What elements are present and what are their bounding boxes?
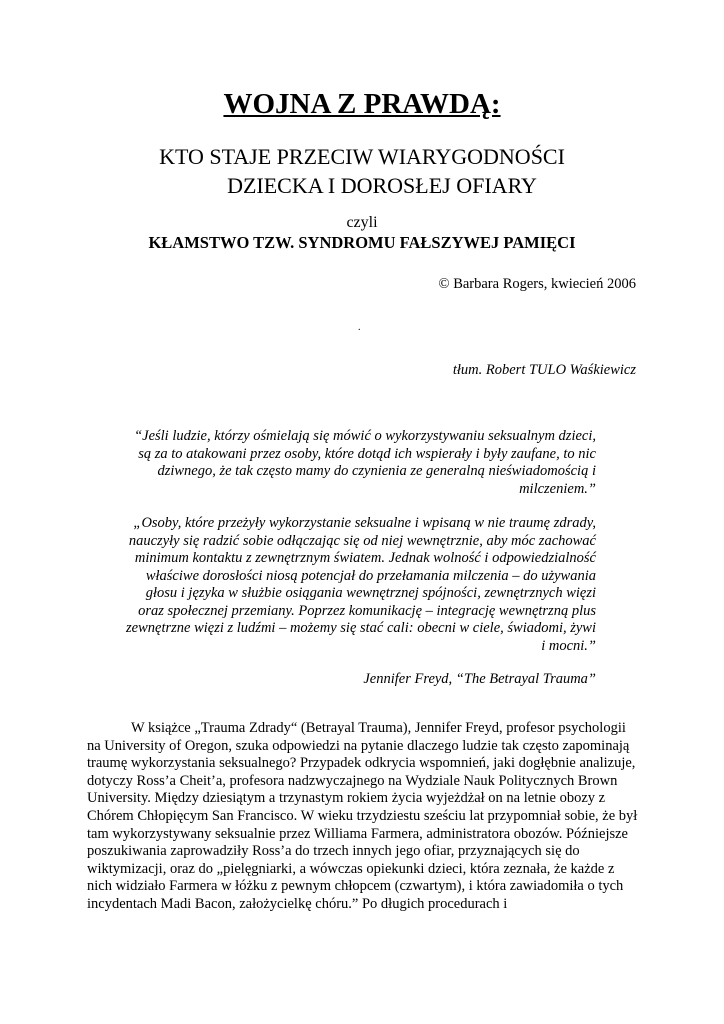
- subtitle-line-1: KTO STAJE PRZECIW WIARYGODNOŚCI: [159, 144, 565, 169]
- body-paragraph: W książce „Trauma Zdrady“ (Betrayal Trauma), Jennifer Freyd, profesor psychologii na University of Oregon, szuka odpowiedzi na pytanie dlaczego ludzie tak często zapominają traumę wykorzystania seksualnego? Przypadek odkrycia wspomnień, jaki dogłębnie analizuje, dotyczy Ross’a Cheit’a, profesora nadzwyczajnego na Wydziale Nauk Politycznych Brown University. Między dziesiątym a trzynastym rokiem życia wyjeżdżał on na letnie obozy z Chórem Chłopięcym San Francisco. W wieku trzydziestu sześciu lat przypomniał sobie, że był tam wykorzystywany seksualnie przez Williama Farmera, administratora obozów. Późniejsze poszukiwania zaprowadziły Ross’a do trzech innych jego ofiar, przyznających się do wiktymizacji, oraz do „pielęgniarki, a wówczas opiekunki dzieci, która zeznała, że każde z nich widziało Farmera w łóżku z pewnym chłopcem (czwartym), i która zawiadomiła o tych incydentach Madi Bacon, założycielkę chóru.” Po długich procedurach i: [87, 720, 638, 912]
- epigraph-quote-1: “Jeśli ludzie, którzy ośmielają się mówić o wykorzystywaniu seksualnym dzieci, są za to atakowani przez osoby, które dotąd ich wspierały i były zaufane, to nic dziwnego, że tak często mamy do czynienia ze generalną nieświadomością i milczeniem.”: [134, 428, 596, 497]
- connector-text: czyli: [346, 214, 378, 231]
- epigraph-attribution: Jennifer Freyd, “The Betrayal Trauma”: [363, 671, 596, 687]
- page-title: WOJNA Z PRAWDĄ:: [223, 88, 501, 120]
- epigraph-block: [120, 428, 596, 689]
- copyright-line: © Barbara Rogers, kwiecień 2006: [438, 276, 636, 292]
- translator-credit: tłum. Robert TULO Waśkiewicz: [452, 362, 636, 378]
- subtitle: [0, 142, 724, 200]
- body-text: [87, 720, 640, 914]
- epigraph-quote-2: „Osoby, które przeżyły wykorzystanie seksualne i wpisaną w nie traumę zdrady, nauczyły się radzić sobie odłączając się od niej wewnętrznie, aby móc zachować minimum kontaktu z zewnętrznym światem. Jednak wolność i odpowiedzialność właściwe dorosłości niosą potencjał do przełamania milczenia – do używania głosu i języka w służbie osiągania wewnętrznej spójności, zewnętrznych więzi oraz społecznej przemiany. Poprzez komunikację – integrację wewnętrzną plus zewnętrzne więzi z ludźmi – możemy się stać cali: obecni w ciele, świadomi, żywi i mocni.”: [126, 515, 596, 654]
- subtitle-line-2: DZIECKA I DOROSŁEJ OFIARY: [227, 173, 537, 198]
- subheading: KŁAMSTWO TZW. SYNDROMU FAŁSZYWEJ PAMIĘCI: [148, 233, 576, 252]
- stray-mark: .: [358, 322, 361, 333]
